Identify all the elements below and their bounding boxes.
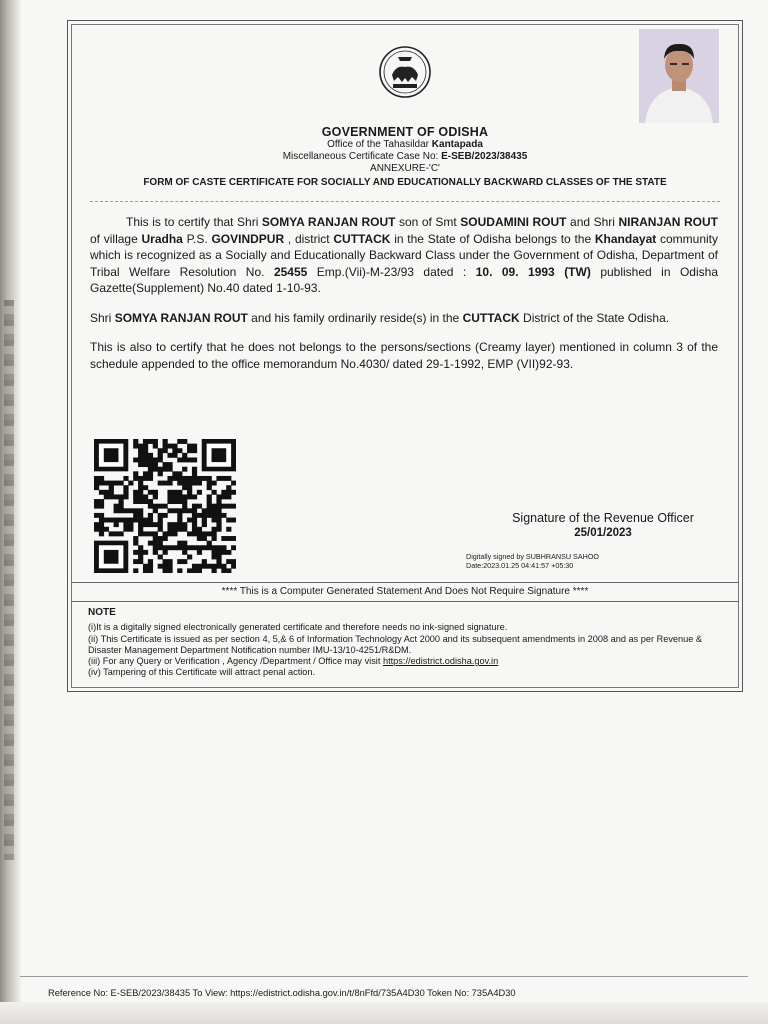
community-name: Khandayat	[594, 231, 657, 246]
annexure-label: ANNEXURE-'C'	[370, 163, 440, 174]
case-line	[68, 151, 742, 163]
verification-qr-code[interactable]	[94, 439, 236, 573]
certification-paragraph: This is to certify that Shri SOMYA RANJAN ROUT son of Smt SOUDAMINI ROUT and Shri NIRANJAN ROUT of village Uradha P.S. GOVINDPUR , district CUTTACK in the State of Odisha belongs to the Khandayat community which is recognized as a Socially and Educationally Backward Class under the Government of Odisha, Department of Tribal Welfare Resolution No. 25455 Emp.(Vii)-M-23/93 dated : 10. 09. 1993 (TW) published in Odisha Gazette(Supplement) No.40 dated 1-10-93.	[90, 215, 718, 295]
creamy-layer-paragraph: This is also to certify that he does not belongs to the persons/sections (Creamy layer) mentioned in column 3 of the schedule appended to the office memorandum No.4030/ dated 29-1-1992, EMP (VII)92-93.	[90, 340, 718, 371]
notes-section	[88, 607, 720, 679]
signature-date: 25/01/2023	[574, 527, 632, 539]
residence-district: CUTTACK	[462, 310, 520, 325]
certificate-header	[68, 125, 742, 188]
case-number: E-SEB/2023/38435	[441, 151, 528, 162]
office-line	[68, 139, 742, 151]
resolution-date: 10. 09. 1993 (TW)	[475, 264, 591, 279]
note-item-4: (iv) Tampering of this Certificate will attract penal action.	[88, 667, 316, 678]
verification-link[interactable]: https://edistrict.odisha.gov.in	[382, 656, 499, 667]
resolution-number: 25455	[273, 264, 308, 279]
digital-signed-date: Date:2023.01.25 04:41:57 +05:30	[466, 561, 574, 570]
notes-heading: NOTE	[88, 607, 116, 618]
police-station: GOVINDPUR	[211, 231, 285, 246]
computer-generated-statement: **** This is a Computer Generated Statement And Does Not Require Signature ****	[71, 582, 739, 602]
father-name: NIRANJAN ROUT	[618, 215, 718, 229]
office-prefix: Office of the Tahasildar	[327, 139, 432, 150]
applicant-name: SOMYA RANJAN ROUT	[261, 215, 396, 229]
office-name: Kantapada	[431, 139, 483, 150]
header-divider	[90, 201, 720, 202]
note-item-2: (ii) This Certificate is issued as per section 4, 5,& 6 of Information Technology Act 2000 and its subsequent amendments in 2008 and as per Revenue & Disaster Management Department Notification number IMU-13/10-4251/R&DM.	[88, 633, 703, 655]
digital-signed-by: Digitally signed by SUBHRANSU SAHOO	[466, 552, 600, 561]
district-name: CUTTACK	[333, 231, 391, 246]
note-item-3: (iii) For any Query or Verification , Agency /Department / Office may visit https://edistrict.odisha.gov.in	[88, 656, 499, 667]
applicant-photo	[639, 29, 719, 123]
note-item-1: (i)It is a digitally signed electronically generated certificate and therefore needs no ink-signed signature.	[88, 622, 508, 633]
residence-paragraph: Shri SOMYA RANJAN ROUT and his family ordinarily reside(s) in the CUTTACK District of the State Odisha.	[90, 310, 670, 325]
government-title: GOVERNMENT OF ODISHA	[321, 125, 489, 139]
signature-block	[488, 511, 718, 539]
certificate-body	[90, 214, 718, 385]
case-prefix: Miscellaneous Certificate Case No:	[282, 151, 442, 162]
form-title: FORM OF CASTE CERTIFICATE FOR SOCIALLY AND EDUCATIONALLY BACKWARD CLASSES OF THE STATE	[143, 177, 667, 188]
applicant-name-2: SOMYA RANJAN ROUT	[114, 310, 248, 325]
certificate-frame	[67, 20, 743, 692]
mother-name: SOUDAMINI ROUT	[460, 215, 567, 229]
signature-label: Signature of the Revenue Officer	[512, 511, 694, 525]
village-name: Uradha	[141, 231, 183, 246]
page-bottom-edge	[0, 1002, 768, 1024]
state-emblem-icon	[378, 45, 432, 99]
paper-edge-shadow	[0, 0, 22, 1024]
reference-line: Reference No: E-SEB/2023/38435 To View: https://edistrict.odisha.gov.in/t/8nFfd/735A4D30 Token No: 735A4D30	[48, 988, 516, 998]
digital-signature-info	[466, 552, 599, 570]
